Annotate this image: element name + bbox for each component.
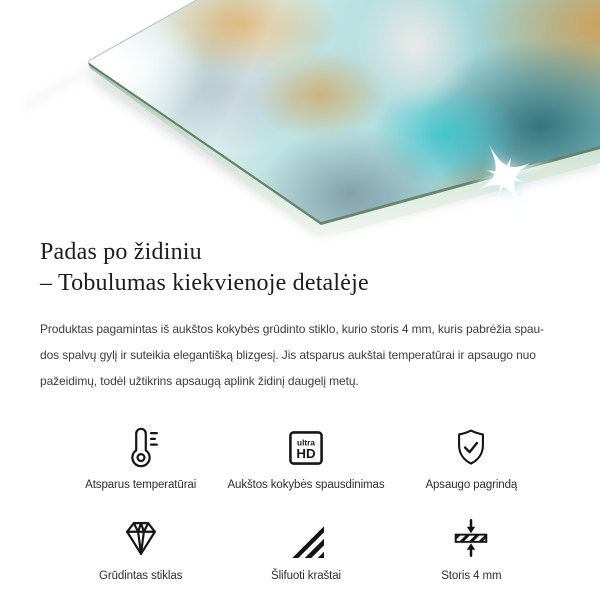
feature-item-protects-base — [389, 424, 554, 491]
ultra-hd-icon — [284, 426, 328, 470]
feature-label: Grūdintas stiklas — [99, 570, 183, 582]
ultra-hd-badge-top: ultra — [297, 438, 315, 448]
feature-label: Apsaugo pagrindą — [425, 479, 518, 491]
page-title — [40, 237, 560, 299]
description-line: dos spalvų gylį ir suteikia elegantišką blizgesį. Jis atsparus aukštai temperatūrai ir apsaugo nuo — [40, 348, 536, 362]
page-title-line2: – Tobulumas kiekvienoje detalėje — [40, 270, 369, 296]
description-line: Produktas pagamintas iš aukštos kokybės grūdinto stiklo, kurio storis 4 mm, kuris pabrėžia spau- — [40, 322, 544, 336]
diamond-icon — [118, 515, 164, 561]
feature-grid — [40, 424, 560, 582]
feature-item-polished-edges — [223, 515, 388, 582]
product-description-section — [0, 237, 600, 582]
product-hero-image — [0, 0, 600, 232]
shield-check-icon — [449, 426, 493, 470]
feature-item-tempered-glass — [58, 515, 223, 582]
feature-label: Aukštos kokybės spausdinimas — [227, 479, 385, 491]
feature-label: Storis 4 mm — [441, 570, 502, 582]
page-title-line1: Padas po židiniu — [40, 239, 202, 265]
feature-item-heat-resistant — [58, 424, 223, 491]
feature-item-thickness — [389, 515, 554, 582]
thermometer-icon — [118, 424, 164, 470]
polished-edges-icon — [288, 524, 324, 558]
glass-corner-shadow — [24, 64, 96, 108]
thickness-icon — [448, 515, 494, 561]
description-line: pažeidimų, todėl užtikrins apsaugą aplink židinį daugelį metų. — [40, 374, 359, 388]
product-description-text — [40, 316, 560, 394]
ultra-hd-badge-bottom: HD — [296, 446, 316, 462]
feature-label: Atsparus temperatūrai — [85, 479, 197, 491]
feature-label: Šlifuoti kraštai — [271, 570, 341, 582]
feature-item-ultra-hd-print — [223, 424, 388, 491]
sparkle-glint-icon — [460, 131, 550, 221]
